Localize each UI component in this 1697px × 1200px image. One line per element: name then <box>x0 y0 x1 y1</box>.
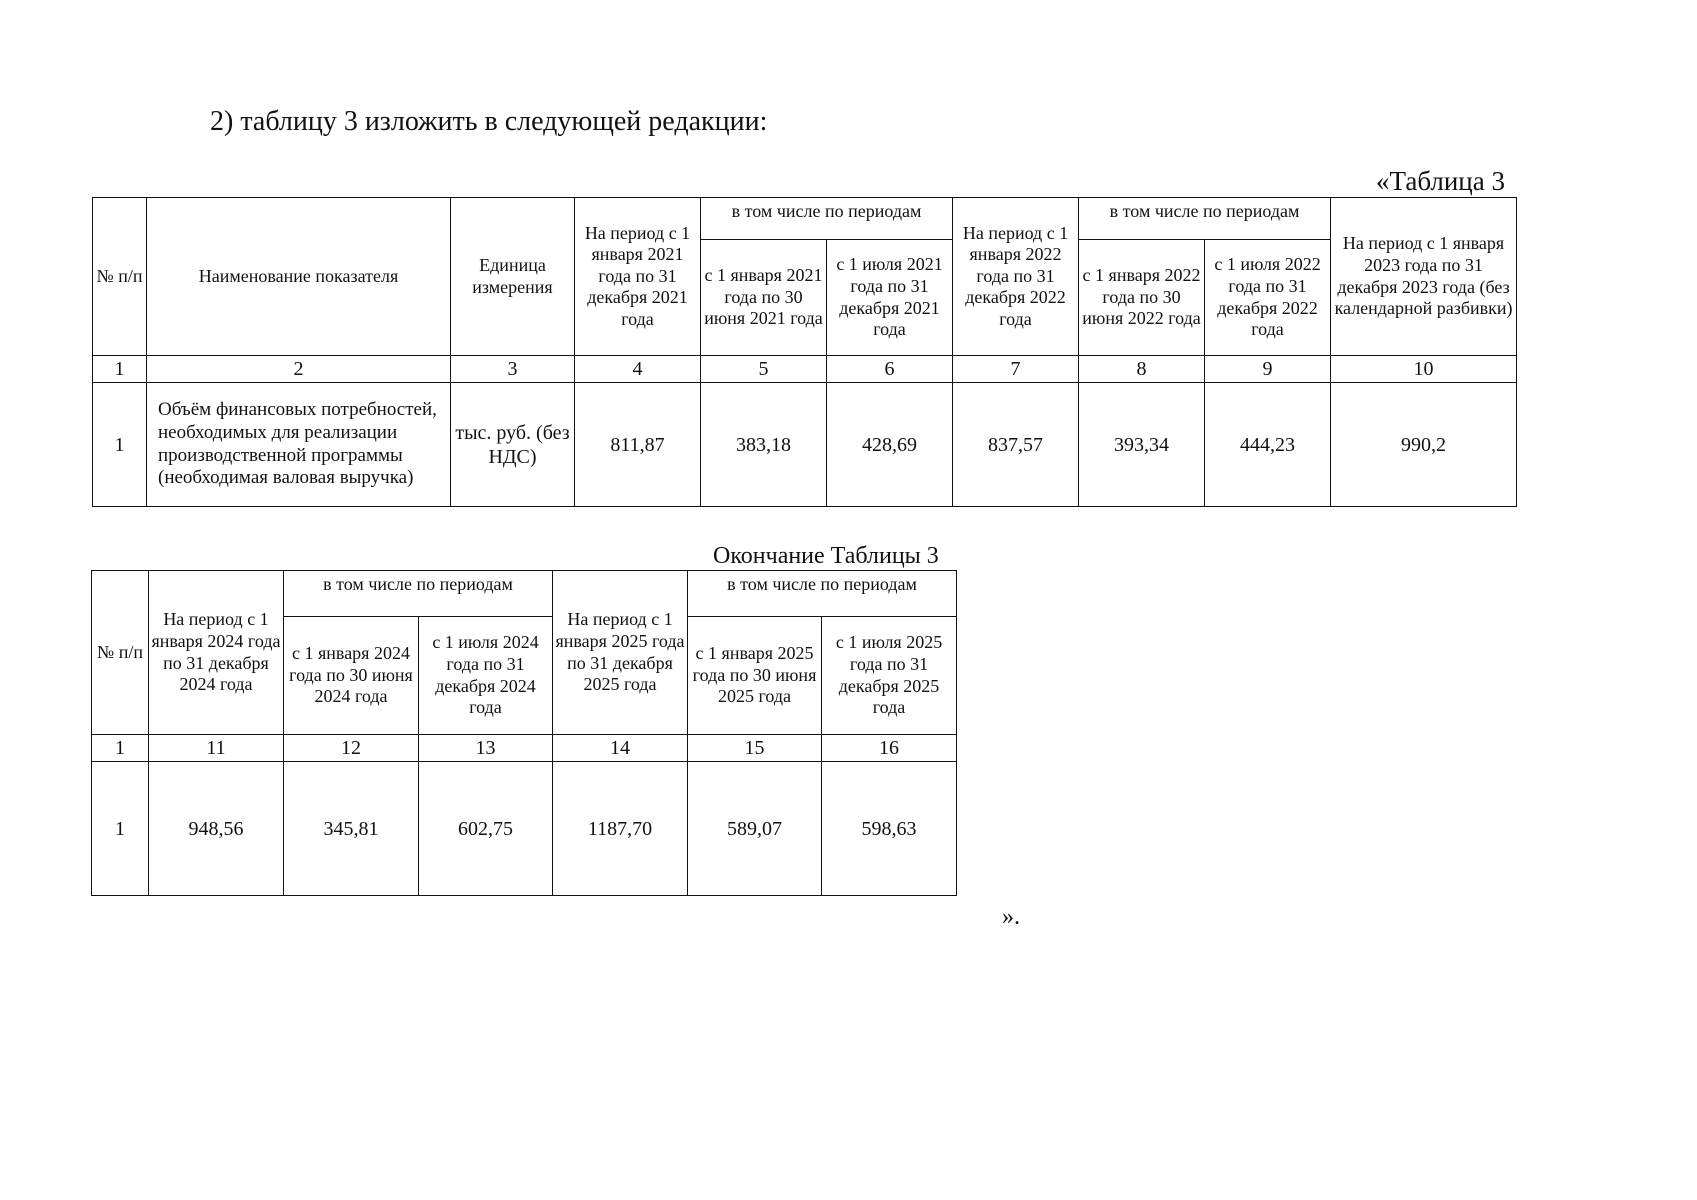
header-group-2022: в том числе по периодам <box>1079 198 1331 240</box>
header-period-2025: На период с 1 января 2025 года по 31 декабря 2025 года <box>553 571 688 735</box>
header-group-2024: в том числе по периодам <box>284 571 553 617</box>
table2-title: Окончание Таблицы 3 <box>713 543 939 569</box>
header-2021-h1: с 1 января 2021 года по 30 июня 2021 года <box>701 240 827 356</box>
table-row <box>93 383 1517 507</box>
col-number: 1 <box>92 735 149 762</box>
col-number: 12 <box>284 735 419 762</box>
col-number: 10 <box>1331 356 1517 383</box>
table-3 <box>92 197 1517 507</box>
col-number: 8 <box>1079 356 1205 383</box>
header-period-2024: На период с 1 января 2024 года по 31 декабря 2024 года <box>149 571 284 735</box>
value-2021-h2: 428,69 <box>827 383 953 507</box>
value-2024-h1: 345,81 <box>284 762 419 896</box>
col-number: 6 <box>827 356 953 383</box>
table-row <box>92 762 957 896</box>
value-2023: 990,2 <box>1331 383 1517 507</box>
closing-quote: ». <box>1002 904 1020 930</box>
col-number: 16 <box>822 735 957 762</box>
col-number: 4 <box>575 356 701 383</box>
value-2021-h1: 383,18 <box>701 383 827 507</box>
col-number: 15 <box>688 735 822 762</box>
col-number: 13 <box>419 735 553 762</box>
value-2025-h1: 589,07 <box>688 762 822 896</box>
col-number: 5 <box>701 356 827 383</box>
value-2025-h2: 598,63 <box>822 762 957 896</box>
header-period-2023: На период с 1 января 2023 года по 31 декабря 2023 года (без календарной разбивки) <box>1331 198 1517 356</box>
value-2025: 1187,70 <box>553 762 688 896</box>
row-num: 1 <box>93 383 147 507</box>
value-2021: 811,87 <box>575 383 701 507</box>
value-2022-h1: 393,34 <box>1079 383 1205 507</box>
col-number: 3 <box>451 356 575 383</box>
header-2024-h1: с 1 января 2024 года по 30 июня 2024 года <box>284 617 419 735</box>
value-2024-h2: 602,75 <box>419 762 553 896</box>
table-3-continuation <box>91 570 957 896</box>
value-2022: 837,57 <box>953 383 1079 507</box>
intro-text: 2) таблицу 3 изложить в следующей редакции: <box>210 106 768 137</box>
header-2025-h1: с 1 января 2025 года по 30 июня 2025 года <box>688 617 822 735</box>
row-unit: тыс. руб. (без НДС) <box>451 383 575 507</box>
header-2021-h2: с 1 июля 2021 года по 31 декабря 2021 года <box>827 240 953 356</box>
header-group-2021: в том числе по периодам <box>701 198 953 240</box>
header-period-2022: На период с 1 января 2022 года по 31 декабря 2022 года <box>953 198 1079 356</box>
header-2024-h2: с 1 июля 2024 года по 31 декабря 2024 года <box>419 617 553 735</box>
column-numbers-row <box>93 356 1517 383</box>
col-number: 7 <box>953 356 1079 383</box>
table1-title: «Таблица 3 <box>1376 166 1505 196</box>
col-number: 11 <box>149 735 284 762</box>
header-2022-h2: с 1 июля 2022 года по 31 декабря 2022 года <box>1205 240 1331 356</box>
value-2024: 948,56 <box>149 762 284 896</box>
header-name: Наименование показателя <box>147 198 451 356</box>
row-name: Объём финансовых потребностей, необходимых для реализации производственной программы (необходимая валовая выручка) <box>147 383 451 507</box>
col-number: 14 <box>553 735 688 762</box>
row-num: 1 <box>92 762 149 896</box>
col-number: 9 <box>1205 356 1331 383</box>
column-numbers-row <box>92 735 957 762</box>
header-num: № п/п <box>93 198 147 356</box>
header-unit: Единица измерения <box>451 198 575 356</box>
header-2022-h1: с 1 января 2022 года по 30 июня 2022 года <box>1079 240 1205 356</box>
value-2022-h2: 444,23 <box>1205 383 1331 507</box>
col-number: 1 <box>93 356 147 383</box>
col-number: 2 <box>147 356 451 383</box>
header-num: № п/п <box>92 571 149 735</box>
header-group-2025: в том числе по периодам <box>688 571 957 617</box>
header-2025-h2: с 1 июля 2025 года по 31 декабря 2025 года <box>822 617 957 735</box>
header-period-2021: На период с 1 января 2021 года по 31 декабря 2021 года <box>575 198 701 356</box>
